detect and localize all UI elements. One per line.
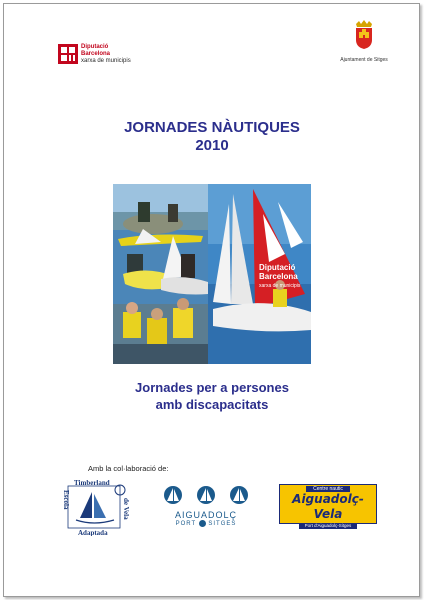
timberland-escola-vela-logo xyxy=(60,478,132,536)
sail-text-3: xarxa de municipis xyxy=(259,283,301,289)
aiguadolc-sails-icon xyxy=(158,485,254,505)
sitges-coat-of-arms-icon xyxy=(353,20,375,50)
aiguadolc-vela-top: Centre nautic xyxy=(306,486,350,492)
aiguadolc-port-line xyxy=(158,520,254,527)
aiguadolc-vela-sub: Port d'Aiguadolç-Sitges xyxy=(299,523,357,529)
title-line1: JORNADES NÀUTIQUES xyxy=(124,119,300,136)
timberland-word: Timberland xyxy=(74,479,110,487)
adaptada-word: Adaptada xyxy=(78,529,108,536)
sailing-photos-image xyxy=(113,184,311,364)
ajuntament-caption: Ajuntament de Sitges xyxy=(340,57,388,63)
aiguadolc-vela-name: Aiguadolç-Vela xyxy=(292,492,364,521)
aiguadolc-port-sitges-logo xyxy=(158,485,254,528)
subtitle-line2: amb discapacitats xyxy=(155,397,269,412)
aiguadolc-port: PORT xyxy=(175,521,197,528)
timberland-sailboat-icon xyxy=(60,478,132,536)
diputacio-logo xyxy=(58,44,131,65)
collaboration-label: Amb la col·laboració de: xyxy=(88,464,169,473)
ajuntament-logo xyxy=(336,20,392,63)
diputacio-line1: Diputació xyxy=(81,44,109,50)
subtitle-line1: Jornades per a persones xyxy=(135,380,289,395)
escola-word: Escola xyxy=(62,490,70,510)
aiguadolc-name: AIGUADOLÇ xyxy=(174,510,237,520)
title-year: 2010 xyxy=(195,137,229,154)
diputacio-emblem-icon xyxy=(58,44,78,64)
aiguadolc-sitges: SITGES xyxy=(208,521,237,528)
diputacio-line3: xarxa de municipis xyxy=(81,58,131,64)
sail-text-1: Diputació xyxy=(259,263,296,272)
cover-photo-collage xyxy=(113,184,311,364)
aiguadolc-de-badge xyxy=(199,520,206,527)
de-vela-word: de Vela xyxy=(122,498,130,520)
diputacio-line2: Barcelona xyxy=(81,51,111,57)
sail-text-2: Barcelona xyxy=(259,272,298,281)
aiguadolc-vela-logo xyxy=(279,484,377,528)
